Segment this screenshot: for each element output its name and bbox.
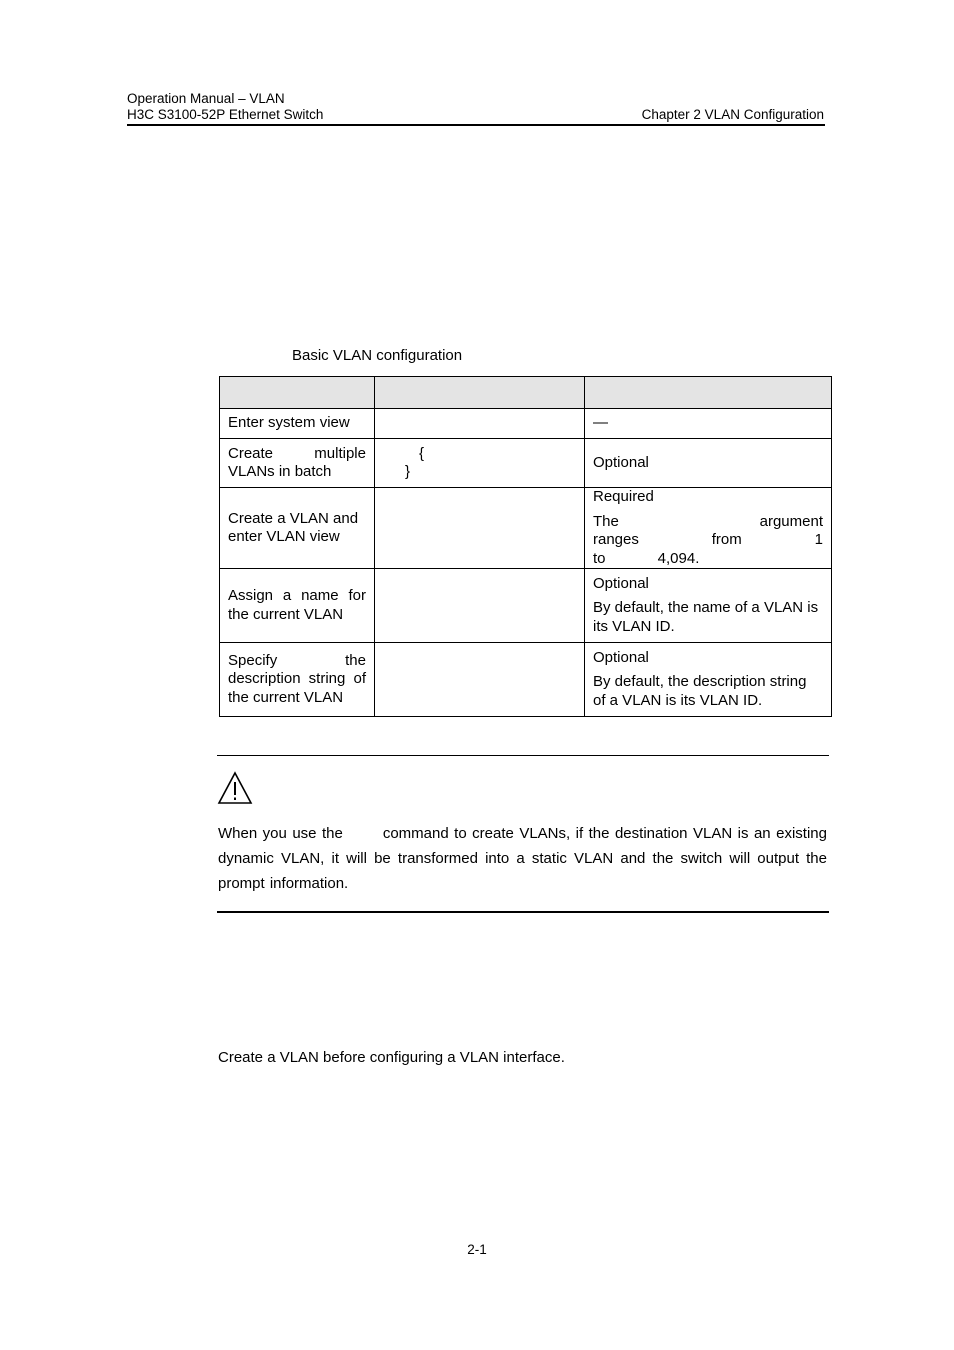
remark-line: Required bbox=[593, 488, 654, 505]
operation-cell: Enter system view bbox=[220, 409, 375, 439]
header-cell-operation bbox=[220, 377, 375, 409]
warning-triangle-icon bbox=[217, 771, 253, 805]
command-brace-open: { bbox=[419, 444, 425, 462]
command-brace-close: } bbox=[405, 463, 411, 480]
header-cell-command bbox=[375, 377, 585, 409]
table-row bbox=[220, 439, 832, 488]
remarks-cell: — bbox=[585, 409, 832, 439]
command-cell bbox=[375, 409, 585, 439]
table-header-row bbox=[220, 377, 832, 409]
remarks-cell bbox=[585, 488, 832, 569]
remark-line: By default, the description string of a VLAN is its VLAN ID. bbox=[593, 673, 807, 709]
header-cell-remarks bbox=[585, 377, 832, 409]
product-name: H3C S3100-52P Ethernet Switch bbox=[127, 107, 324, 122]
remark-line: The argument ranges from 1 to 4,094. bbox=[593, 512, 823, 567]
manual-title: Operation Manual – VLAN bbox=[127, 91, 285, 106]
chapter-title: Chapter 2 VLAN Configuration bbox=[641, 107, 824, 122]
operation-cell: Create multiple VLANs in batch bbox=[220, 439, 375, 488]
table-row bbox=[220, 643, 832, 717]
command-cell bbox=[375, 643, 585, 717]
table-row bbox=[220, 569, 832, 643]
body-paragraph: Create a VLAN before configuring a VLAN interface. bbox=[218, 1049, 565, 1066]
remark-line: Optional bbox=[593, 648, 649, 666]
running-header-left bbox=[127, 91, 323, 123]
remarks-cell bbox=[585, 643, 832, 717]
header-rule bbox=[127, 124, 825, 126]
operation-cell: Assign a name for the current VLAN bbox=[220, 569, 375, 643]
remark-line: By default, the name of a VLAN is its VLAN ID. bbox=[593, 599, 819, 635]
remarks-cell: Optional bbox=[585, 439, 832, 488]
remarks-cell bbox=[585, 569, 832, 643]
table-row bbox=[220, 409, 832, 439]
caution-text: When you use the command to create VLANs, if the destination VLAN is an existing dynamic VLAN, it will be transformed into a static VLAN and the switch will output the prompt information. bbox=[218, 825, 827, 892]
caution-top-rule bbox=[217, 755, 829, 756]
table-caption: Basic VLAN configuration bbox=[292, 347, 463, 364]
page-number: 2-1 bbox=[467, 1242, 487, 1257]
table-row bbox=[220, 488, 832, 569]
vlan-config-table bbox=[219, 376, 832, 717]
command-cell bbox=[375, 439, 585, 488]
operation-cell: Specify the description string of the current VLAN bbox=[220, 643, 375, 717]
command-cell bbox=[375, 569, 585, 643]
remark-line: Optional bbox=[593, 574, 649, 592]
caution-bottom-rule bbox=[217, 911, 829, 913]
operation-cell: Create a VLAN and enter VLAN view bbox=[220, 488, 375, 569]
command-cell bbox=[375, 488, 585, 569]
